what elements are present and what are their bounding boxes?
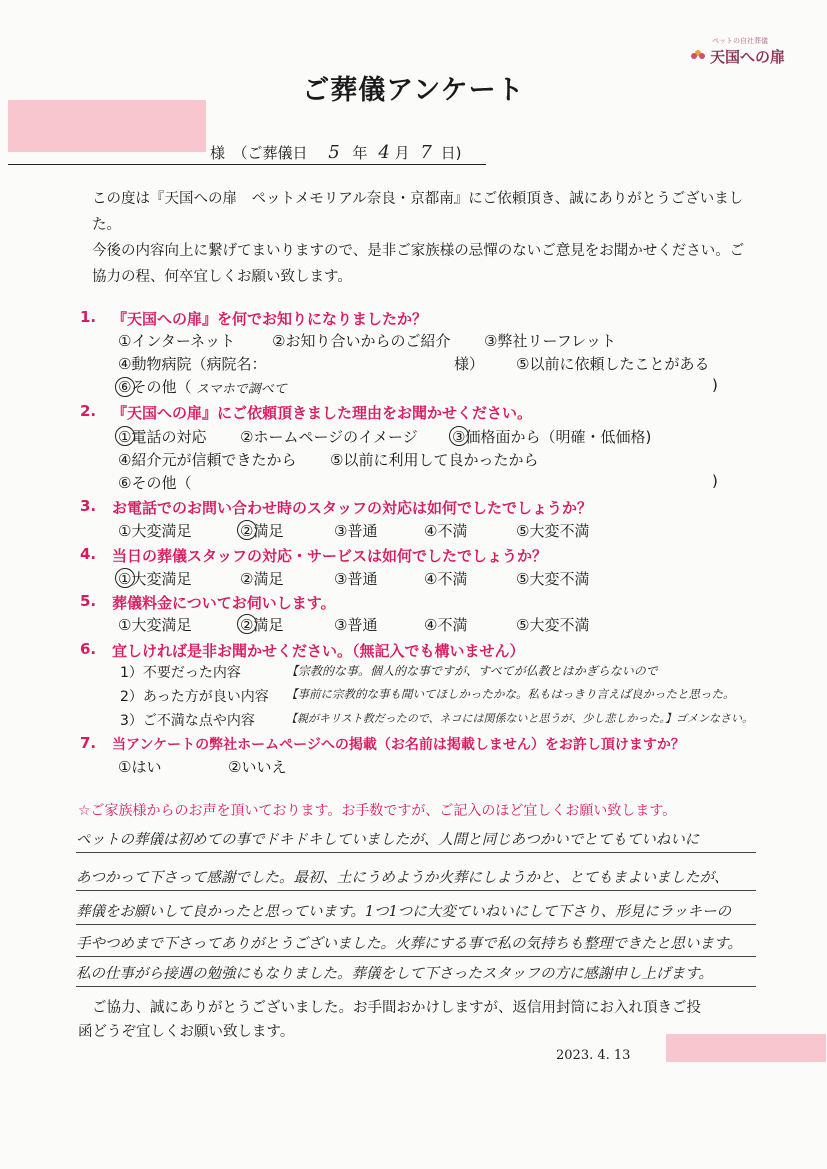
q6-number: 6. bbox=[80, 640, 97, 658]
q2-option-4[interactable]: ④紹介元が信頼できたから bbox=[118, 451, 297, 469]
q3-number: 3. bbox=[80, 497, 97, 515]
q2-number: 2. bbox=[80, 402, 97, 420]
q7-number: 7. bbox=[80, 734, 97, 752]
intro-paragraph-1: この度は『天国への扉 ペットメモリアル奈良・京都南』にご依頼頂き、誠にありがとうございました。 bbox=[92, 191, 744, 233]
q2-option-5[interactable]: ⑤以前に利用して良かったから bbox=[330, 451, 539, 469]
q4-option-1[interactable]: ①大変満足 bbox=[118, 570, 192, 588]
q1-close-paren: ) bbox=[712, 376, 718, 394]
handwritten-date: 2023. 4. 13 bbox=[556, 1048, 631, 1063]
ceremony-date-line bbox=[210, 142, 461, 163]
comment-rule-3 bbox=[76, 924, 756, 925]
name-underline bbox=[8, 164, 486, 165]
q2-option-1[interactable]: ①電話の対応 bbox=[118, 428, 207, 446]
q2-selected-mark-1 bbox=[115, 426, 135, 446]
q5-selected-mark bbox=[237, 614, 257, 634]
q1-selected-mark bbox=[115, 377, 135, 397]
q2-selected-mark-3 bbox=[449, 426, 469, 446]
redacted-signature bbox=[666, 1034, 826, 1062]
comment-line-1[interactable]: ペットの葬儀は初めての事でドキドキしていましたが、人間と同じあつかいでとてもていねいに bbox=[76, 832, 700, 848]
q7-option-yes[interactable]: ①はい bbox=[118, 758, 162, 776]
date-prefix: 様 （ご葬儀日 bbox=[210, 144, 308, 162]
q1-question: 『天国への扉』を何でお知りになりましたか？ bbox=[112, 310, 428, 328]
q3-selected-mark bbox=[237, 520, 257, 540]
flower-icon bbox=[690, 48, 706, 62]
q3-question: お電話でのお問い合わせ時のスタッフの対応は如何でしたでしょうか？ bbox=[112, 499, 593, 517]
q1-option-5[interactable]: ⑤以前に依頼したことがある bbox=[516, 355, 710, 373]
comment-rule-4 bbox=[76, 956, 756, 957]
q5-option-5[interactable]: ⑤大変不満 bbox=[516, 616, 590, 634]
q1-option-4[interactable]: ④動物病院（病院名： bbox=[118, 355, 267, 373]
year-value: 5 bbox=[328, 142, 340, 163]
q2-question: 『天国への扉』にご依頼頂きました理由をお聞かせください。 bbox=[112, 404, 533, 422]
closing-line-2: 函どうぞ宜しくお願い致します。 bbox=[78, 1024, 295, 1040]
day-unit: 日) bbox=[440, 144, 462, 162]
q2-option-3[interactable]: ③価格面から（明確・低価格) bbox=[452, 428, 652, 446]
comment-rule-5 bbox=[76, 986, 756, 987]
q6-question: 宜しければ是非お聞かせください。（無記入でも構いません） bbox=[112, 642, 525, 660]
logo-name: 天国への扉 bbox=[710, 48, 786, 66]
q6-answer-3[interactable]: 【親がキリスト教だったので、ネコには関係ないと思うが、少し悲しかった。】ゴメンなさい。 bbox=[286, 712, 754, 725]
q2-option-2[interactable]: ②ホームページのイメージ bbox=[240, 428, 418, 446]
q4-question: 当日の葬儀スタッフの対応・サービスは如何でしたでしょうか？ bbox=[112, 547, 548, 565]
q5-question: 葬儀料金についてお伺いします。 bbox=[112, 594, 336, 612]
month-unit: 月 bbox=[394, 144, 410, 162]
q1-option-4-end: 様） bbox=[454, 355, 485, 373]
redacted-name bbox=[8, 100, 206, 152]
q5-option-2[interactable]: ②満足 bbox=[240, 616, 284, 634]
q1-option-2[interactable]: ②お知り合いからのご紹介 bbox=[272, 332, 451, 350]
q3-option-1[interactable]: ①大変満足 bbox=[118, 522, 192, 540]
q1-option-1[interactable]: ①インターネット bbox=[118, 332, 236, 350]
logo-tagline: ペットの自社葬儀 bbox=[712, 37, 768, 45]
day-value: 7 bbox=[420, 142, 432, 163]
q1-option-3[interactable]: ③弊社リーフレット bbox=[484, 332, 616, 350]
month-value: 4 bbox=[378, 142, 390, 163]
q3-option-4[interactable]: ④不満 bbox=[424, 522, 468, 540]
q2-close-paren: ) bbox=[712, 472, 718, 490]
q7-question: 当アンケートの弊社ホームページへの掲載（お名前は掲載しません）をお許し頂けますか？ bbox=[112, 737, 685, 753]
q7-option-no[interactable]: ②いいえ bbox=[228, 758, 287, 776]
q2-option-6[interactable]: ⑥その他（ bbox=[118, 474, 192, 492]
page-title: ご葬儀アンケート bbox=[302, 75, 525, 106]
q4-option-2[interactable]: ②満足 bbox=[240, 570, 284, 588]
q6-sub-3: 3）ご不満な点や内容 bbox=[120, 713, 255, 729]
q5-option-1[interactable]: ①大変満足 bbox=[118, 616, 192, 634]
comment-line-5[interactable]: 私の仕事がら接遇の勉強にもなりました。葬儀をして下さったスタッフの方に感謝申し上げます。 bbox=[76, 966, 713, 982]
q4-selected-mark bbox=[115, 568, 135, 588]
q6-sub-2: 2）あった方が良い内容 bbox=[120, 689, 269, 705]
comment-rule-2 bbox=[76, 890, 756, 891]
q4-option-5[interactable]: ⑤大変不満 bbox=[516, 570, 590, 588]
comment-line-4[interactable]: 手やつめまで下さってありがとうございました。火葬にする事で私の気持ちも整理できたと思います。 bbox=[76, 936, 742, 952]
q5-option-4[interactable]: ④不満 bbox=[424, 616, 468, 634]
q6-answer-1[interactable]: 【宗教的な事。個人的な事ですが、すべてが仏教とはかぎらないので bbox=[286, 664, 658, 678]
q6-answer-2[interactable]: 【事前に宗教的な事も聞いてほしかったかな。私もはっきり言えば良かったと思った。 bbox=[286, 687, 735, 701]
q4-option-3[interactable]: ③普通 bbox=[334, 570, 378, 588]
comment-rule-1 bbox=[76, 852, 756, 853]
year-unit: 年 bbox=[352, 144, 368, 162]
q3-option-3[interactable]: ③普通 bbox=[334, 522, 378, 540]
q4-number: 4. bbox=[80, 545, 97, 563]
closing-line-1: ご協力、誠にありがとうございました。お手間おかけしますが、返信用封筒にお入れ頂きご投 bbox=[92, 1000, 701, 1016]
q1-other-answer: スマホで調べて bbox=[196, 382, 287, 397]
q3-option-5[interactable]: ⑤大変不満 bbox=[516, 522, 590, 540]
q5-option-3[interactable]: ③普通 bbox=[334, 616, 378, 634]
intro-paragraph-2: 今後の内容向上に繋げてまいりますので、是非ご家族様の忌憚のないご意見をお聞かせください。ご協力の程、何卒宜しくお願い致します。 bbox=[92, 243, 745, 285]
q3-option-2[interactable]: ②満足 bbox=[240, 522, 284, 540]
q4-option-4[interactable]: ④不満 bbox=[424, 570, 468, 588]
q5-number: 5. bbox=[80, 592, 97, 610]
comments-heading: ☆ご家族様からのお声を頂いております。お手数ですが、ご記入のほど宜しくお願い致します。 bbox=[78, 803, 677, 819]
q1-option-6[interactable]: ⑥その他（ bbox=[118, 378, 192, 396]
q6-sub-1: 1）不要だった内容 bbox=[120, 665, 241, 681]
q1-number: 1. bbox=[80, 308, 97, 326]
comment-line-2[interactable]: あつかって下さって感謝でした。最初、土にうめようか火葬にしようかと、とてもまよいましたが、 bbox=[76, 870, 729, 886]
comment-line-3[interactable]: 葬儀をお願いして良かったと思っています。1つ1つに大変ていねいにして下さり、形見にラッキーの bbox=[76, 904, 731, 920]
